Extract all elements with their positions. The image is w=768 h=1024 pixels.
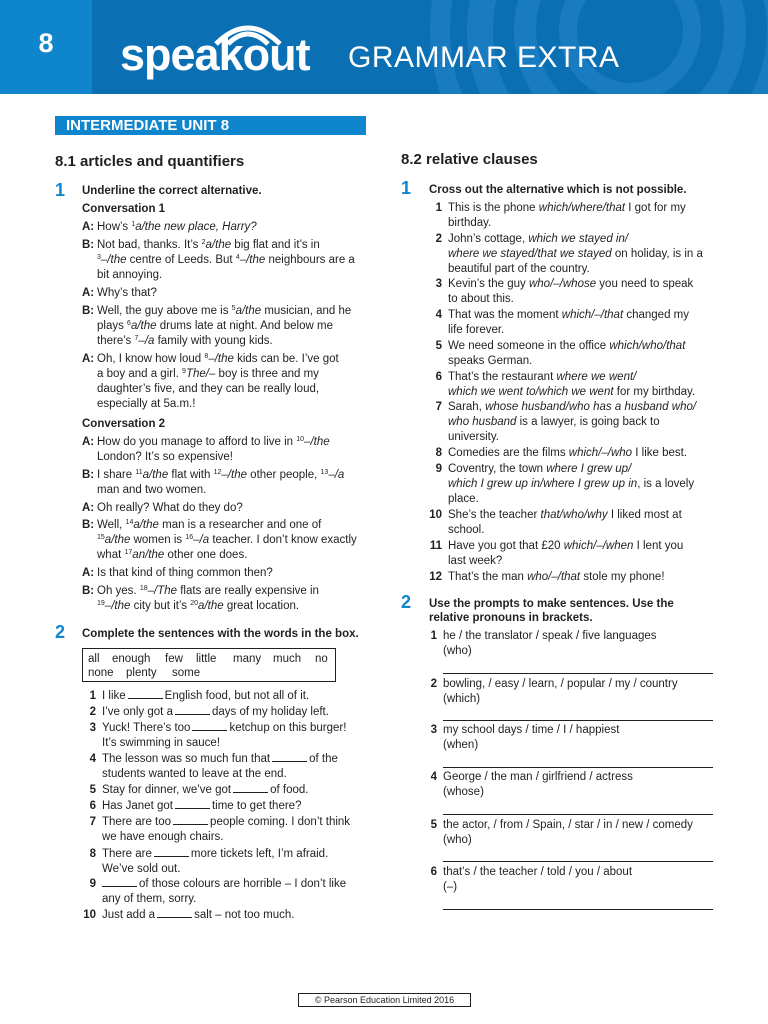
list-item: That’s the man who/–/that stole my phone! (448, 571, 665, 583)
exercise-number: 1 (401, 178, 412, 198)
prompt-text: bowling, / easy / learn, / popular / my / country (443, 678, 678, 690)
relative-pronoun: (which) (443, 693, 481, 705)
answer-line[interactable] (443, 909, 713, 910)
relative-pronoun: (who) (443, 834, 472, 846)
conversation-title: Conversation 1 (82, 203, 166, 215)
word-box-word: none (88, 667, 114, 679)
exercise-instruction: relative pronouns in brackets. (429, 612, 593, 624)
answer-blank[interactable] (233, 783, 268, 793)
logo-signal-arcs-icon (208, 16, 288, 46)
answer-blank[interactable] (175, 799, 210, 809)
logo-speak: speak (120, 29, 243, 80)
word-box (82, 648, 336, 682)
conversation-title: Conversation 2 (82, 418, 166, 430)
list-item: Just add a salt – not too much. (102, 909, 295, 921)
list-item: Coventry, the town where I grew up/ (448, 463, 632, 475)
list-item: That was the moment which/–/that changed my (448, 309, 690, 321)
exercise-instruction: Cross out the alternative which is not possible. (429, 184, 687, 196)
list-item: Yuck! There’s too ketchup on this burger! (102, 722, 347, 734)
word-box-word: few (165, 653, 183, 665)
relative-pronoun: (who) (443, 645, 472, 657)
word-box-word: little (196, 653, 217, 665)
answer-line[interactable] (443, 767, 713, 768)
word-box-word: all (88, 653, 100, 665)
answer-blank[interactable] (157, 908, 192, 918)
list-item: The lesson was so much fun that of the (102, 753, 338, 765)
word-box-word: enough (112, 653, 151, 665)
answer-blank[interactable] (154, 847, 189, 857)
exercise-instruction: Complete the sentences with the words in the box. (82, 628, 359, 640)
answer-blank[interactable] (272, 752, 307, 762)
dialogue-line: Why’s that? (97, 287, 157, 299)
answer-line[interactable] (443, 861, 713, 862)
exercise-instruction: Use the prompts to make sentences. Use the (429, 598, 674, 610)
answer-blank[interactable] (102, 877, 137, 887)
unit-number: 8 (38, 28, 54, 58)
word-box-word: much (273, 653, 302, 665)
list-item: I like English food, but not all of it. (102, 690, 310, 702)
relative-pronoun: (whose) (443, 786, 484, 798)
word-box-word: many (233, 653, 262, 665)
prompt-text: the actor, / from / Spain, / star / in / new / comedy (443, 819, 693, 831)
header-title: GRAMMAR EXTRA (348, 41, 620, 74)
list-item: Stay for dinner, we’ve got of food. (102, 784, 309, 796)
list-item: Has Janet got time to get there? (102, 800, 302, 812)
list-item: Have you got that £20 which/–/when I lent you (448, 540, 684, 552)
answer-blank[interactable] (128, 689, 163, 699)
list-item: We need someone in the office which/who/that (448, 340, 686, 352)
dialogue-line: How do you manage to afford to live in $^{10}$–/the (97, 436, 330, 448)
list-item: of those colours are horrible – I don’t like (102, 877, 346, 892)
answer-blank[interactable] (192, 721, 227, 731)
section-title-articles: 8.1 articles and quantifiers (55, 153, 245, 170)
dialogue-line: How’s $^1$a/the new place, Harry? (97, 221, 257, 233)
list-item: Sarah, whose husband/who has a husband who/ (448, 401, 697, 413)
section-title-relative-clauses: 8.2 relative clauses (401, 151, 538, 168)
list-item: I’ve only got a days of my holiday left. (102, 706, 329, 718)
list-item: This is the phone which/where/that I got for my (448, 202, 686, 214)
word-box-word: no (315, 653, 328, 665)
list-item: Comedies are the films which/–/who I like best. (448, 447, 688, 459)
word-box-word: some (172, 667, 201, 679)
dialogue-line: Oh really? What do they do? (97, 502, 243, 514)
dialogue-line: Oh, I know how loud $^8$–/the kids can be. I’ve got (97, 353, 339, 365)
dialogue-line: Not bad, thanks. It’s $^2$a/the big flat and it’s in (97, 239, 320, 251)
logo-out: out (242, 29, 310, 80)
dialogue-line: Well, the guy above me is $^5$a/the musician, and he (97, 305, 352, 317)
dialogue-line: I share $^{11}$a/the flat with $^{12}$–/the other people, $^{13}$–/a (97, 469, 345, 481)
exercise-number: 1 (55, 180, 66, 200)
exercise-instruction: Underline the correct alternative. (82, 185, 262, 197)
answer-line[interactable] (443, 720, 713, 721)
list-item: Kevin’s the guy who/–/whose you need to speak (448, 278, 694, 290)
dialogue-line: Is that kind of thing common then? (97, 567, 273, 579)
relative-pronoun: (when) (443, 739, 479, 751)
unit-number-tab (0, 0, 92, 94)
relative-pronoun: (–) (443, 881, 458, 893)
prompt-text: that’s / the teacher / told / you / about (443, 866, 633, 878)
list-item: There are too people coming. I don’t think (102, 816, 351, 828)
dialogue-line: Oh yes. $^{18}$–/The flats are really expensive in (97, 585, 319, 597)
answer-blank[interactable] (173, 815, 208, 825)
dialogue-line: Well, $^{14}$a/the man is a researcher and one of (97, 519, 322, 531)
exercise-number: 2 (55, 622, 66, 642)
unit-banner: INTERMEDIATE UNIT 8 (55, 116, 366, 135)
word-box-word: plenty (126, 667, 157, 679)
answer-line[interactable] (443, 814, 713, 815)
prompt-text: George / the man / girlfriend / actress (443, 771, 633, 783)
exercise-number: 2 (401, 592, 412, 612)
prompt-text: my school days / time / I / happiest (443, 724, 620, 736)
prompt-text: he / the translator / speak / five languages (443, 630, 657, 642)
list-item: She’s the teacher that/who/why I liked most at (448, 509, 682, 521)
list-item: That’s the restaurant where we went/ (448, 371, 637, 383)
page-header (0, 0, 768, 94)
list-item: John’s cottage, which we stayed in/ (448, 233, 629, 245)
answer-blank[interactable] (175, 705, 210, 715)
answer-line[interactable] (443, 673, 713, 674)
list-item: There are more tickets left, I’m afraid. (102, 848, 329, 860)
copyright-footer: © Pearson Education Limited 2016 (298, 993, 471, 1007)
